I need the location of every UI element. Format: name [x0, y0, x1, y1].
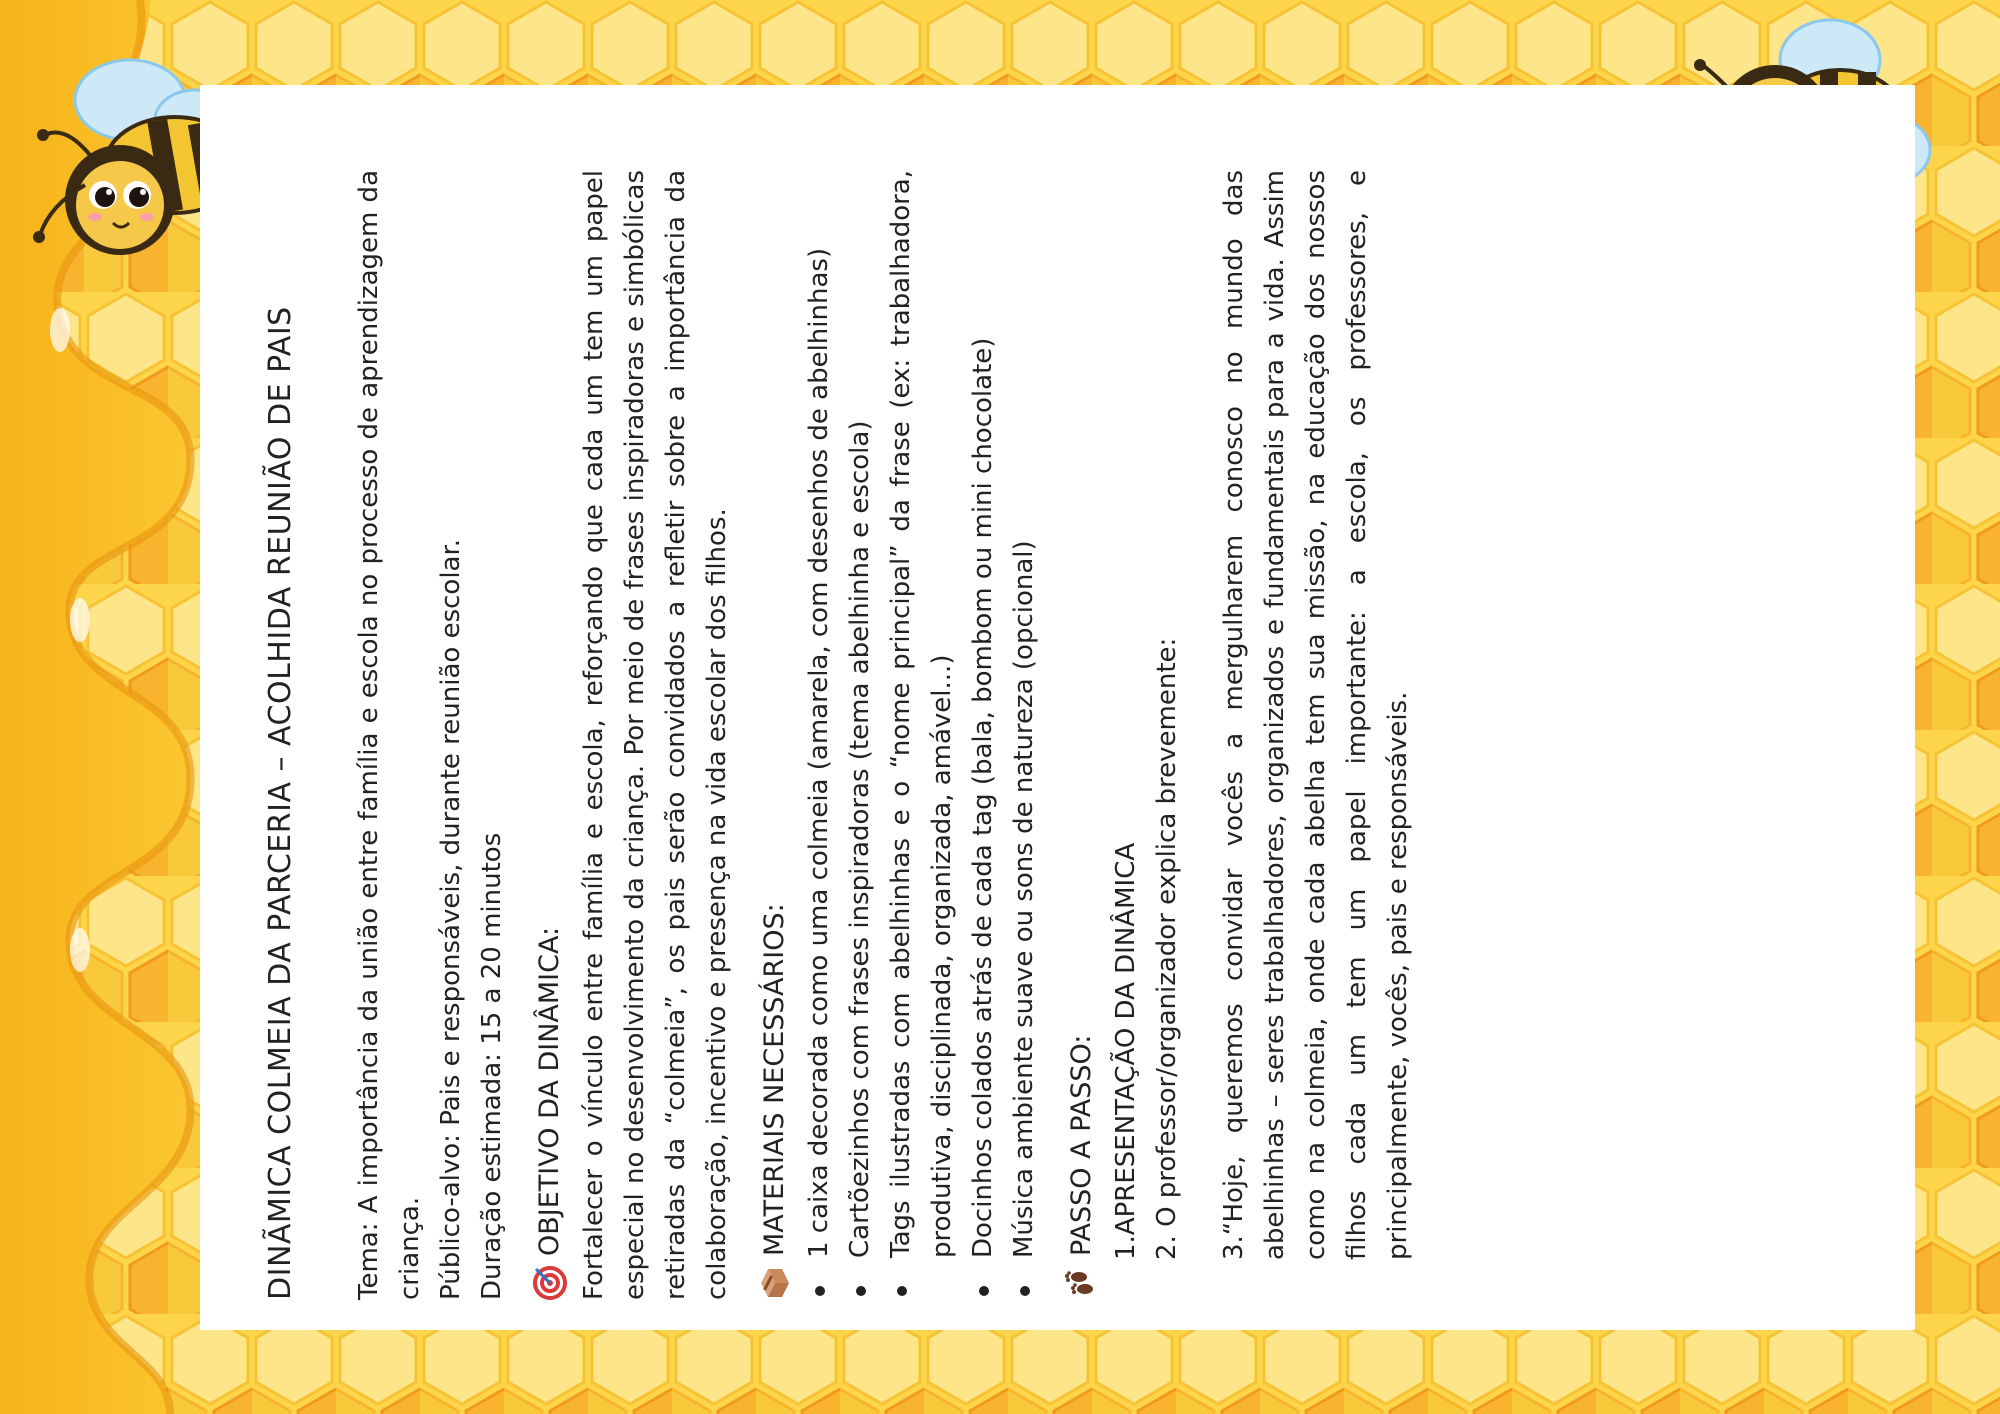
footprints-icon	[1065, 1266, 1099, 1300]
material-text: Cartõezinhos com frases inspiradoras (tema abelhinha e escola)	[845, 420, 875, 1258]
step-1: 1.APRESENTAÇÃO DA DINÂMICA	[1111, 842, 1141, 1260]
list-item	[799, 170, 840, 1300]
steps-section	[1061, 170, 1419, 1300]
document-title: DINÃMICA COLMEIA DA PARCERIA – ACOLHIDA REUNIÃO DE PAIS	[263, 306, 298, 1300]
intro-duracao: Duração estimada: 15 a 20 minutos	[477, 832, 507, 1300]
intro-publico: Público-alvo: Pais e responsáveis, durante reunião escolar.	[436, 538, 466, 1300]
intro-tema: Tema: A importância da união entre família e escola no processo de aprendizagem da criança.	[354, 170, 425, 1300]
box-icon	[758, 1266, 792, 1300]
materials-list	[799, 170, 1045, 1300]
target-icon	[533, 1266, 567, 1300]
list-item	[881, 170, 963, 1300]
rotated-text-panel	[260, 170, 1860, 1330]
step-3: 3.“Hoje, queremos convidar vocês a mergulharem conosco no mundo das abelhinhas – seres trabalhadores, organizados e fundamentais para a vida. Assim como na colmeia, onde cada abelha tem sua missão, na educação dos nossos filhos cada um tem um papel importante: a escola, os professores, e principalmente, vocês, pais e responsáveis.	[1219, 170, 1413, 1260]
objective-heading-text: OBJETIVO DA DINÂMICA:	[534, 926, 565, 1256]
list-item	[840, 170, 881, 1300]
objective-heading	[529, 170, 570, 1300]
materials-heading	[754, 170, 795, 1300]
materials-heading-text: MATERIAIS NECESSÁRIOS:	[759, 903, 790, 1256]
material-text: Música ambiente suave ou sons de natureza (opcional)	[1009, 540, 1039, 1258]
document-page	[200, 85, 1915, 1330]
material-text: 1 caixa decorada como uma colmeia (amarela, com desenhos de abelhinhas)	[804, 247, 834, 1258]
step-2: 2. O professor/organizador explica brevemente:	[1152, 637, 1182, 1260]
material-text: Tags ilustradas com abelhinhas e o “nome principal” da frase (ex: trabalhadora, produtiva, disciplinada, organizada, amável...)	[886, 170, 957, 1258]
objective-section	[529, 170, 738, 1300]
list-item	[1004, 170, 1045, 1300]
steps-heading-text: PASSO A PASSO:	[1066, 1034, 1097, 1256]
objective-text: Fortalecer o vínculo entre família e escola, reforçando que cada um tem um papel especial no desenvolvimento da criança. Por meio de frases inspiradoras e simbólicas retiradas da “colmeia”, os pais serão convidados a refletir sobre a importância da colaboração, incentivo e presença na vida escolar dos filhos.	[579, 170, 732, 1300]
list-item	[963, 170, 1004, 1300]
intro-block	[349, 170, 513, 1300]
material-text: Docinhos colados atrás de cada tag (bala, bombom ou mini chocolate)	[968, 337, 998, 1258]
steps-heading	[1061, 170, 1102, 1300]
materials-section	[754, 170, 1045, 1300]
